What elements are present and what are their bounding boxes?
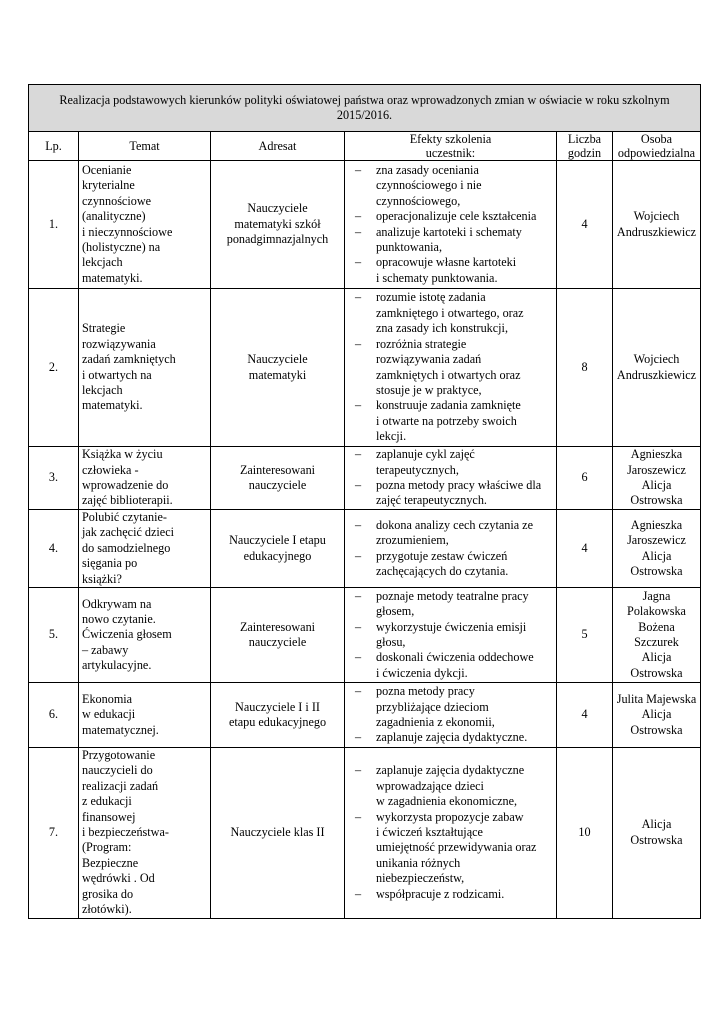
godziny-cell: 8 [557, 289, 613, 447]
efekty-item-line: rozwiązywania zadań [376, 352, 482, 367]
adresat-cell-line: matematyki [248, 367, 307, 382]
adresat-cell-line: nauczyciele [248, 635, 307, 650]
efekty-item-line: zamkniętych i otwartych oraz [376, 367, 521, 382]
efekty-item-line: niebezpieczeństw, [376, 871, 465, 886]
efekty-item-line: – konstruuje zadania zamknięte [376, 398, 521, 413]
efekty-item [348, 398, 553, 444]
efekty-item-line: zamkniętego i otwartego, oraz [376, 305, 524, 320]
header-temat: Temat [79, 132, 211, 161]
header-liczba-line1: Liczba [567, 132, 602, 146]
efekty-cell [345, 289, 557, 447]
efekty-item-line: – wykorzysta propozycje zabaw [376, 809, 524, 824]
temat-cell-line: Odkrywam na [82, 596, 152, 611]
table-row [29, 683, 701, 748]
header-osoba [613, 132, 701, 161]
temat-cell-line: do samodzielnego [82, 540, 171, 555]
header-osoba-line2: odpowiedzialna [617, 146, 696, 160]
adresat-cell-line: nauczyciele [248, 478, 307, 492]
adresat-cell-line: Zainteresowani [239, 462, 316, 477]
header-row [29, 132, 701, 161]
adresat-cell [211, 683, 345, 748]
adresat-cell [211, 510, 345, 588]
osoba-cell-line: Agnieszka [630, 447, 683, 462]
temat-cell-line: rozwiązywania [82, 336, 156, 351]
temat-cell-line: Książka w życiu [82, 447, 163, 462]
efekty-item-line: stosuje je w praktyce, [376, 382, 482, 397]
efekty-cell [345, 510, 557, 588]
osoba-cell-line: Andruszkiewicz [616, 367, 697, 382]
efekty-item [348, 763, 553, 809]
temat-cell-line: zajęć biblioterapii. [82, 493, 173, 508]
osoba-cell-line: Wojciech [633, 352, 680, 367]
temat-cell-line: jak zachęcić dzieci [82, 525, 175, 540]
efekty-item [348, 337, 553, 399]
temat-cell [79, 588, 211, 683]
efekty-item-line: wprowadzające dzieci [376, 778, 484, 793]
temat-cell-line: lekcjach [82, 255, 123, 270]
efekty-item-line: – pozna metody pracy [376, 684, 475, 699]
osoba-cell-line: Andruszkiewicz [616, 224, 697, 239]
osoba-cell-line: Jaroszewicz [627, 462, 686, 477]
osoba-cell [613, 161, 701, 289]
header-liczba-line2: godzin [567, 146, 602, 160]
header-lp: Lp. [29, 132, 79, 161]
efekty-item [348, 478, 553, 509]
header-efekty [345, 132, 557, 161]
efekty-item-line: i ćwiczenia dykcji. [376, 665, 468, 680]
temat-cell [79, 447, 211, 510]
adresat-cell-line: Nauczyciele klas II [230, 825, 325, 840]
efekty-item-line: – doskonali ćwiczenia oddechowe [376, 650, 534, 665]
table-title: Realizacja podstawowych kierunków polityki oświatowej państwa oraz wprowadzonych zmian w oświacie w roku szkolnym 2015/2016. [29, 85, 701, 132]
efekty-item-line: – dokona analizy cech czytania ze [376, 517, 533, 532]
osoba-cell-line: Alicja Ostrowska [630, 548, 683, 578]
temat-cell-line: wprowadzenie do [82, 478, 169, 492]
temat-cell-line: (holistyczne) na [82, 239, 161, 254]
header-efekty-line1: Efekty szkolenia [409, 132, 492, 146]
efekty-item-line: – rozróżnia strategie [376, 336, 467, 351]
efekty-item-line: – zaplanuje zajęcia dydaktyczne [376, 763, 525, 778]
efekty-list [348, 763, 553, 902]
efekty-item-line: umiejętność przewidywania oraz [376, 840, 537, 855]
table-row [29, 588, 701, 683]
efekty-item-line: w zagadnienia ekonomiczne, [376, 794, 518, 809]
osoba-cell [613, 683, 701, 748]
efekty-item-line: – rozumie istotę zadania [376, 290, 486, 305]
osoba-cell-line: Alicja Ostrowska [630, 650, 683, 680]
efekty-item [348, 290, 553, 336]
row-number: 1. [29, 161, 79, 289]
osoba-cell [613, 748, 701, 918]
godziny-cell: 5 [557, 588, 613, 683]
efekty-item [348, 650, 553, 681]
efekty-item-line: głosem, [376, 604, 415, 619]
efekty-item [348, 518, 553, 549]
temat-cell [79, 289, 211, 447]
temat-cell-line: matematyki. [82, 270, 143, 285]
efekty-list [348, 447, 553, 509]
efekty-item-line: i ćwiczeń kształtujące [376, 825, 483, 840]
efekty-list [348, 518, 553, 580]
temat-cell-line: kryterialne [82, 178, 135, 193]
temat-cell [79, 683, 211, 748]
temat-cell-line: w edukacji [82, 707, 136, 722]
efekty-item-line: – operacjonalizuje cele kształcenia [376, 209, 537, 224]
efekty-item-line: – zna zasady oceniania [376, 162, 479, 177]
efekty-item-line: – opracowuje własne kartoteki [376, 255, 517, 270]
header-efekty-line2: uczestnik: [425, 146, 476, 160]
temat-cell-line: zadań zamkniętych [82, 352, 176, 367]
header-liczba-godzin [557, 132, 613, 161]
godziny-cell: 4 [557, 510, 613, 588]
efekty-item-line: – wykorzystuje ćwiczenia emisji [376, 619, 527, 634]
efekty-list [348, 684, 553, 746]
temat-cell-line: nowo czytanie. [82, 611, 156, 626]
osoba-cell-line: Agnieszka [630, 517, 683, 532]
temat-cell-line: Bezpieczne [82, 855, 139, 870]
osoba-cell-line: Alicja Ostrowska [630, 817, 683, 847]
efekty-item [348, 163, 553, 209]
efekty-cell [345, 161, 557, 289]
temat-cell-line: lekcjach [82, 382, 123, 397]
efekty-item-line: i otwarte na potrzeby swoich [376, 413, 517, 428]
temat-cell-line: Przygotowanie [82, 748, 156, 763]
temat-cell-line: Polubić czytanie- [82, 510, 167, 524]
efekty-item-line: i schematy punktowania. [376, 270, 498, 285]
temat-cell-line: matematycznej. [82, 722, 159, 737]
osoba-cell-line: Alicja Ostrowska [630, 478, 683, 508]
osoba-cell [613, 510, 701, 588]
efekty-item-line: – pozna metody pracy właściwe dla [376, 478, 542, 492]
row-number: 6. [29, 683, 79, 748]
temat-cell [79, 161, 211, 289]
osoba-cell-line: Alicja Ostrowska [630, 707, 683, 737]
efekty-item-line: czynnościowego, [376, 193, 461, 208]
efekty-cell [345, 748, 557, 918]
efekty-item [348, 549, 553, 580]
efekty-item [348, 255, 553, 286]
efekty-item-line: – przygotuje zestaw ćwiczeń [376, 548, 508, 563]
osoba-cell-line: Bożena Szczurek [634, 619, 679, 650]
efekty-item-line: głosu, [376, 635, 406, 650]
adresat-cell-line: Nauczyciele I i II [235, 699, 320, 714]
temat-cell-line: realizacji zadań [82, 778, 159, 793]
godziny-cell: 4 [557, 161, 613, 289]
efekty-list [348, 290, 553, 444]
adresat-cell-line: matematyki szkół [234, 216, 321, 231]
temat-cell-line: sięgania po [82, 556, 138, 571]
temat-cell-line: Ekonomia [82, 691, 133, 706]
adresat-cell-line: Nauczyciele I etapu [229, 533, 326, 548]
efekty-item-line: punktowania, [376, 239, 443, 254]
row-number: 4. [29, 510, 79, 588]
training-plan-table [28, 84, 701, 919]
osoba-cell [613, 289, 701, 447]
godziny-cell: 4 [557, 683, 613, 748]
temat-cell-line: z edukacji [82, 794, 132, 809]
temat-cell-line: Ocenianie [82, 162, 132, 177]
adresat-cell [211, 748, 345, 918]
temat-cell [79, 510, 211, 588]
adresat-cell-line: ponadgimnazjalnych [226, 232, 329, 247]
godziny-cell: 10 [557, 748, 613, 918]
efekty-item-line: zagadnienia z ekonomii, [376, 715, 495, 730]
temat-cell-line: artykulacyjne. [82, 658, 152, 673]
row-number: 3. [29, 447, 79, 510]
efekty-item [348, 589, 553, 620]
table-row [29, 161, 701, 289]
temat-cell-line: i bezpieczeństwa- [82, 825, 169, 840]
temat-cell-line: człowieka - [82, 462, 139, 477]
table-row [29, 510, 701, 588]
adresat-cell-line: Nauczyciele [247, 201, 308, 216]
header-osoba-line1: Osoba [640, 132, 673, 146]
efekty-list [348, 163, 553, 286]
temat-cell-line: czynnościowe [82, 193, 152, 208]
temat-cell [79, 748, 211, 918]
temat-cell-line: (Program: [82, 840, 132, 855]
temat-cell-line: finansowej [82, 809, 136, 824]
efekty-cell [345, 447, 557, 510]
efekty-item-line: – zaplanuje zajęcia dydaktyczne. [376, 730, 528, 745]
efekty-item-line: unikania różnych [376, 855, 461, 870]
efekty-cell [345, 588, 557, 683]
osoba-cell-line: Jagna Polakowska [627, 588, 686, 619]
efekty-item [348, 887, 553, 902]
efekty-item [348, 730, 553, 745]
temat-cell-line: wędrówki . Od [82, 871, 155, 886]
efekty-list [348, 589, 553, 681]
efekty-cell [345, 683, 557, 748]
efekty-item [348, 447, 553, 478]
efekty-item-line: zachęcających do czytania. [376, 563, 509, 578]
temat-cell-line: matematyki. [82, 398, 143, 413]
efekty-item-line: lekcji. [376, 429, 407, 444]
efekty-item [348, 684, 553, 730]
adresat-cell [211, 289, 345, 447]
adresat-cell [211, 161, 345, 289]
adresat-cell [211, 447, 345, 510]
adresat-cell-line: Nauczyciele [247, 352, 308, 367]
efekty-item-line: – współpracuje z rodzicami. [376, 886, 505, 901]
temat-cell-line: Strategie [82, 321, 126, 336]
osoba-cell [613, 588, 701, 683]
osoba-cell-line: Julita Majewska [616, 691, 697, 706]
temat-cell-line: złotówki). [82, 902, 132, 917]
efekty-item-line: – analizuje kartoteki i schematy [376, 224, 522, 239]
efekty-item [348, 209, 553, 224]
temat-cell-line: (analityczne) [82, 209, 146, 224]
row-number: 2. [29, 289, 79, 447]
efekty-item [348, 620, 553, 651]
temat-cell-line: Ćwiczenia głosem [82, 627, 172, 642]
temat-cell-line: książki? [82, 571, 122, 586]
row-number: 7. [29, 748, 79, 918]
temat-cell-line: i otwartych na [82, 367, 152, 382]
temat-cell-line: nauczycieli do [82, 763, 153, 778]
osoba-cell-line: Wojciech [633, 209, 680, 224]
osoba-cell [613, 447, 701, 510]
temat-cell-line: grosika do [82, 886, 134, 901]
efekty-item-line: przybliżające dzieciom [376, 699, 489, 714]
efekty-item-line: – poznaje metody teatralne pracy [376, 588, 529, 603]
efekty-item-line: zna zasady ich konstrukcji, [376, 321, 508, 336]
temat-cell-line: – zabawy [82, 642, 129, 657]
table-row [29, 289, 701, 447]
efekty-item-line: czynnościowego i nie [376, 178, 482, 193]
efekty-item [348, 810, 553, 887]
efekty-item-line: – zaplanuje cykl zajęć [376, 447, 475, 462]
table-row [29, 748, 701, 918]
adresat-cell-line: Zainteresowani [239, 619, 316, 634]
row-number: 5. [29, 588, 79, 683]
adresat-cell-line: edukacyjnego [243, 548, 312, 563]
adresat-cell-line: etapu edukacyjnego [228, 715, 327, 730]
temat-cell-line: i nieczynnościowe [82, 224, 173, 239]
efekty-item-line: zrozumieniem, [376, 533, 449, 548]
efekty-item-line: zajęć terapeutycznych. [376, 493, 487, 508]
adresat-cell [211, 588, 345, 683]
efekty-item-line: terapeutycznych, [376, 462, 459, 477]
header-adresat: Adresat [211, 132, 345, 161]
osoba-cell-line: Jaroszewicz [627, 533, 686, 548]
table-row [29, 447, 701, 510]
efekty-item [348, 225, 553, 256]
godziny-cell: 6 [557, 447, 613, 510]
